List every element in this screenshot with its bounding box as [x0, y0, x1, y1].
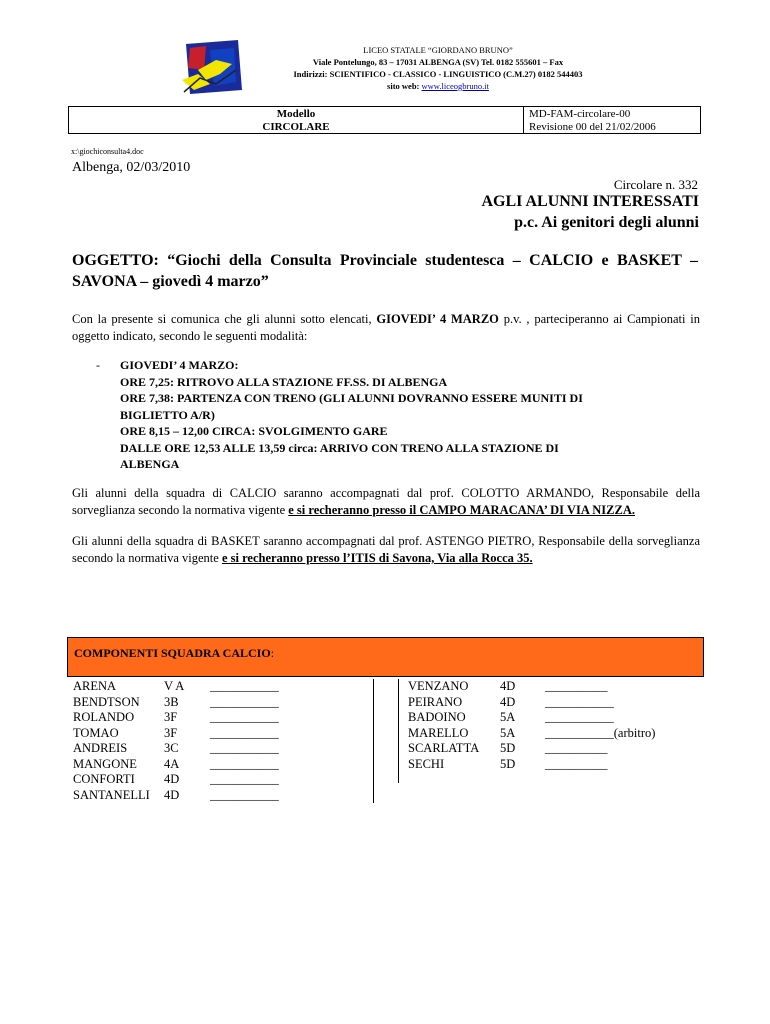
signature-line: __________ [545, 679, 608, 693]
schedule-bullet: - [96, 358, 100, 372]
signature-line: __________ [545, 741, 608, 755]
team-title [74, 646, 274, 661]
team-row [399, 757, 705, 773]
player-class: 3F [164, 725, 178, 740]
team-header [67, 637, 704, 677]
team-row [399, 741, 705, 757]
player-name: MARELLO [408, 725, 469, 740]
model-box [68, 106, 701, 134]
basket-venue: e si recheranno presso l’ITIS di Savona, Via alla Rocca 35. [221, 551, 533, 565]
team-row [399, 695, 705, 711]
player-name: MANGONE [73, 756, 137, 771]
team-row [67, 726, 373, 742]
player-name: PEIRANO [408, 694, 463, 709]
player-name: ANDREIS [73, 741, 128, 755]
team-row [67, 772, 373, 788]
player-class: 5A [500, 725, 516, 740]
schedule-line: ORE 8,15 – 12,00 CIRCA: SVOLGIMENTO GARE [120, 424, 388, 438]
signature-line: ___________ [210, 725, 279, 740]
team-row [67, 710, 373, 726]
team-row [399, 710, 705, 726]
intro-paragraph [72, 311, 700, 345]
model-label: Modello [276, 108, 316, 120]
subject: OGGETTO: “Giochi della Consulta Provinciale studentesca – CALCIO e BASKET – SAVONA – giovedì 4 marzo” [72, 252, 698, 290]
player-class: 4D [164, 787, 180, 802]
player-class: 3B [164, 694, 179, 709]
schedule-line: BIGLIETTO A/R) [120, 407, 215, 422]
schedule-line: ALBENGA [120, 457, 180, 471]
team-title-colon: : [270, 646, 275, 660]
calcio-text: Gli alunni della squadra di CALCIO saranno accompagnati dal prof. COLOTTO ARMANDO, Responsabile della sorveglianza secondo la normativa vigente [72, 486, 700, 517]
schedule-list [72, 357, 702, 473]
player-name: SANTANELLI [73, 787, 150, 802]
calcio-paragraph [72, 485, 700, 519]
signature-line: ___________ [545, 694, 614, 709]
basket-paragraph [72, 533, 700, 567]
schedule-line: ORE 7,38: PARTENZA CON TRENO (GLI ALUNNI DOVRANNO ESSERE MUNITI DI [120, 391, 583, 405]
team-row [399, 679, 705, 695]
model-box-right [524, 107, 700, 133]
recipients-line-1: AGLI ALUNNI INTERESSATI [481, 193, 699, 210]
player-name: BADOINO [408, 710, 466, 724]
player-name: CONFORTI [73, 772, 135, 786]
team-row [399, 726, 705, 742]
player-class: V A [164, 679, 185, 693]
calcio-venue: e si recheranno presso il CAMPO MARACANA’ DI VIA NIZZA. [288, 503, 635, 517]
website-link[interactable]: www.liceogbruno.it [421, 81, 489, 91]
file-path: x:\giochiconsulta4.doc [71, 147, 144, 156]
signature-line: ___________ [210, 694, 279, 709]
website-prefix: sito web: [387, 81, 422, 91]
intro-text-1: Con la presente si comunica che gli alunni sotto elencati, [72, 312, 377, 326]
team-list-left [67, 679, 374, 803]
basket-text: Gli alunni della squadra di BASKET saranno accompagnati dal prof. ASTENGO PIETRO, Responsabile della sorveglianza secondo la normativa vigente [72, 534, 700, 565]
player-name: ARENA [73, 679, 117, 693]
signature-line: ___________ [210, 679, 279, 693]
team-row [67, 695, 373, 711]
recipients-line-2: p.c. Ai genitori degli alunni [514, 214, 699, 231]
player-class: 3F [164, 710, 178, 724]
player-class: 4A [164, 756, 180, 771]
circular-label: CIRCOLARE [262, 121, 330, 133]
intro-text-2: p.v. , parteciperanno ai Campionati in oggetto indicato, secondo le seguenti modalità: [72, 312, 701, 343]
signature-line: ___________(arbitro) [545, 725, 656, 740]
team-row [67, 788, 373, 804]
school-name: LICEO STATALE “GIORDANO BRUNO” [363, 45, 513, 55]
team-row [67, 741, 373, 757]
player-class: 5D [500, 741, 516, 755]
player-class: 4D [164, 772, 180, 786]
signature-line: ___________ [210, 787, 279, 802]
circular-number: Circolare n. 332 [613, 177, 698, 192]
player-name: VENZANO [408, 679, 469, 693]
signature-line: ___________ [210, 756, 279, 771]
model-code: MD-FAM-circolare-00 [529, 108, 631, 120]
school-website-line [228, 80, 648, 92]
model-revision: Revisione 00 del 21/02/2006 [529, 121, 656, 133]
player-name: BENDTSON [73, 694, 140, 709]
school-address: Viale Pontelungo, 83 – 17031 ALBENGA (SV) Tel. 0182 555601 – Fax [312, 57, 564, 67]
schedule-line: DALLE ORE 12,53 ALLE 13,59 circa: ARRIVO CON TRENO ALLA STAZIONE DI [120, 440, 559, 455]
team-title-text: COMPONENTI SQUADRA CALCIO [74, 646, 271, 660]
signature-line: __________ [545, 756, 608, 771]
place-date: Albenga, 02/03/2010 [72, 160, 191, 175]
player-name: ROLANDO [73, 710, 135, 724]
player-name: SCARLATTA [408, 741, 480, 755]
schedule-line: GIOVEDI’ 4 MARZO: [120, 358, 239, 372]
team-list-right [398, 679, 705, 783]
signature-line: ___________ [210, 772, 279, 786]
schedule-line: ORE 7,25: RITROVO ALLA STAZIONE FF.SS. DI ALBENGA [120, 374, 448, 389]
team-row [67, 679, 373, 695]
player-class: 3C [164, 741, 179, 755]
model-box-left [69, 107, 524, 133]
player-name: SECHI [408, 756, 445, 771]
player-class: 5D [500, 756, 516, 771]
signature-line: ___________ [210, 710, 279, 724]
player-class: 4D [500, 679, 516, 693]
signature-line: ___________ [545, 710, 614, 724]
player-name: TOMAO [73, 725, 119, 740]
intro-date: GIOVEDI’ 4 MARZO [376, 312, 499, 326]
player-class: 4D [500, 694, 516, 709]
signature-line: ___________ [210, 741, 279, 755]
player-class: 5A [500, 710, 516, 724]
team-row [67, 757, 373, 773]
school-tracks: Indirizzi: SCIENTIFICO - CLASSICO - LINGUISTICO (C.M.27) 0182 544403 [293, 69, 583, 79]
